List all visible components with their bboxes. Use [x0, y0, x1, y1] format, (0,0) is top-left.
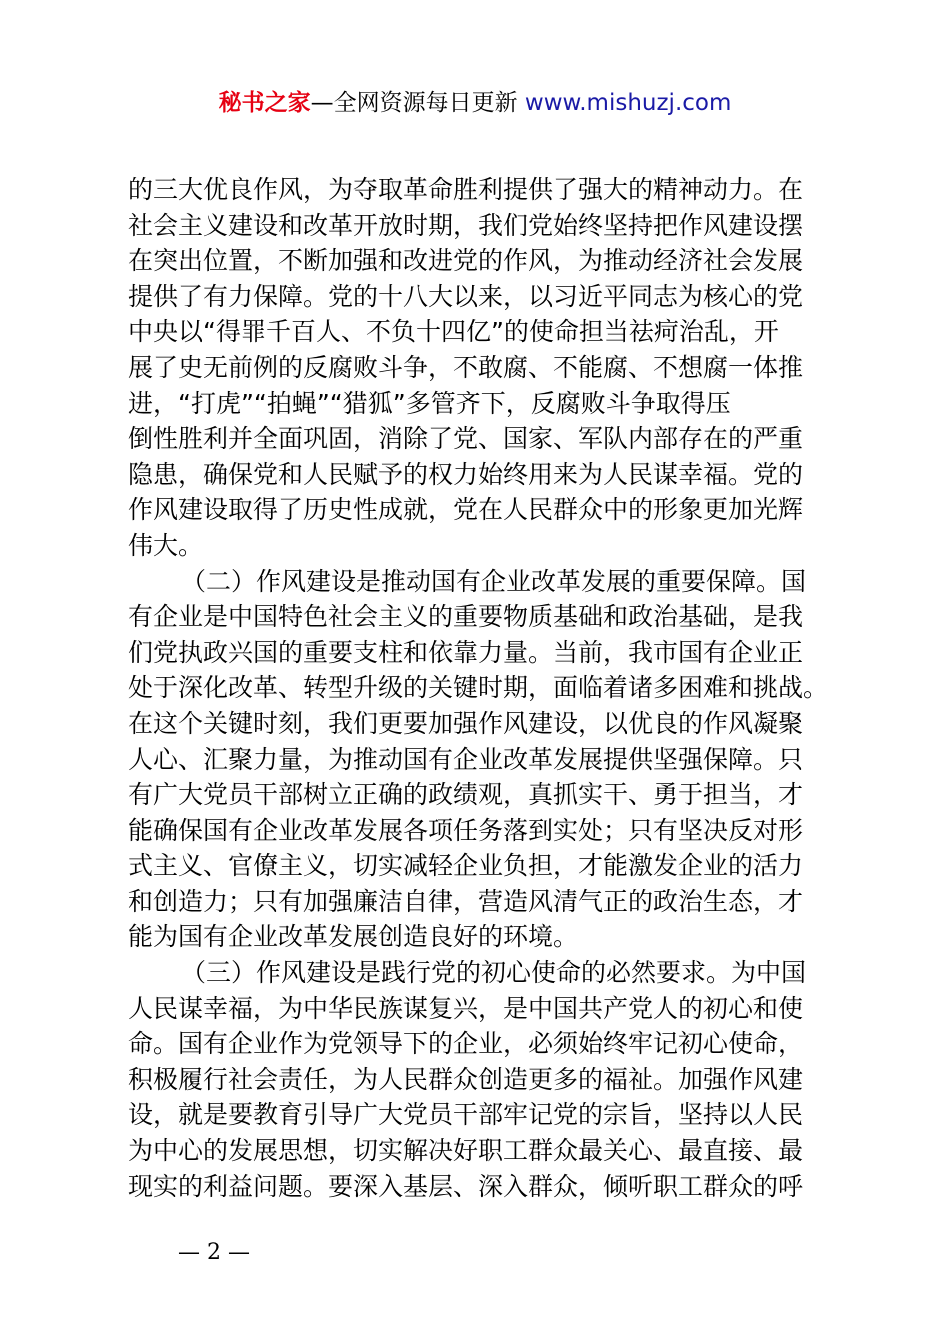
- text-line: 和创造力；只有加强廉洁自律，营造风清气正的政治生态，才: [128, 886, 804, 916]
- document-body: [128, 172, 833, 1204]
- text-line: 设，就是要教育引导广大党员干部牢记党的宗旨，坚持以人民: [128, 1100, 804, 1130]
- text-line: 社会主义建设和改革开放时期，我们党始终坚持把作风建设摆: [128, 210, 804, 240]
- section-heading-line: （二）作风建设是推动国有企业改革发展的重要保障。国: [181, 566, 807, 596]
- text-line: 积极履行社会责任，为人民群众创造更多的福祉。加强作风建: [128, 1064, 804, 1094]
- text-line: 隐患，确保党和人民赋予的权力始终用来为人民谋幸福。党的: [128, 459, 804, 489]
- text-line: 有广大党员干部树立正确的政绩观，真抓实干、勇于担当，才: [128, 780, 804, 810]
- text-line: 展了史无前例的反腐败斗争，不敢腐、不能腐、不想腐一体推: [128, 352, 804, 382]
- text-line: 有企业是中国特色社会主义的重要物质基础和政治基础，是我: [128, 602, 804, 632]
- text-line: 在这个关键时刻，我们更要加强作风建设，以优良的作风凝聚: [128, 708, 804, 738]
- text-line: 提供了有力保障。党的十八大以来，以习近平同志为核心的党: [128, 281, 804, 311]
- text-line: 能为国有企业改革发展创造良好的环境。: [128, 922, 579, 952]
- header-tagline: —全网资源每日更新: [310, 90, 518, 116]
- text-line: 在突出位置，不断加强和改进党的作风，为推动经济社会发展: [128, 246, 804, 276]
- page-number: — 2 —: [178, 1240, 250, 1265]
- text-line: 作风建设取得了历史性成就，党在人民群众中的形象更加光辉: [128, 495, 804, 525]
- text-line: 能确保国有企业改革发展各项任务落到实处；只有坚决反对形: [128, 815, 804, 845]
- text-line: 伟大。: [128, 530, 204, 560]
- site-url-link[interactable]: www.mishuzj.com: [524, 90, 732, 116]
- text-line: 倒性胜利并全面巩固，消除了党、国家、军队内部存在的严重: [128, 424, 804, 454]
- text-line: 人民谋幸福，为中华民族谋复兴，是中国共产党人的初心和使: [128, 993, 804, 1023]
- text-line: 式主义、官僚主义，切实减轻企业负担，才能激发企业的活力: [128, 851, 804, 881]
- text-line: 为中心的发展思想，切实解决好职工群众最关心、最直接、最: [128, 1136, 804, 1166]
- text-line: 们党执政兴国的重要支柱和依靠力量。当前，我市国有企业正: [128, 637, 804, 667]
- text-line: 中央以“得罪千百人、不负十四亿”的使命担当祛疴治乱，开: [128, 317, 779, 347]
- text-line: 进，“打虎”“拍蝇”“猎狐”多管齐下，反腐败斗争取得压: [128, 388, 731, 418]
- brand-name: 秘书之家: [218, 90, 311, 116]
- text-line: 命。国有企业作为党领导下的企业，必须始终牢记初心使命，: [128, 1029, 804, 1059]
- text-line: 人心、汇聚力量，为推动国有企业改革发展提供坚强保障。只: [128, 744, 804, 774]
- text-line: 现实的利益问题。要深入基层、深入群众，倾听职工群众的呼: [128, 1171, 804, 1201]
- text-line: 处于深化改革、转型升级的关键时期，面临着诸多困难和挑战。: [128, 673, 829, 703]
- text-line: 的三大优良作风，为夺取革命胜利提供了强大的精神动力。在: [128, 175, 804, 204]
- site-header: [0, 86, 950, 120]
- section-heading-line: （三）作风建设是践行党的初心使命的必然要求。为中国: [181, 958, 807, 988]
